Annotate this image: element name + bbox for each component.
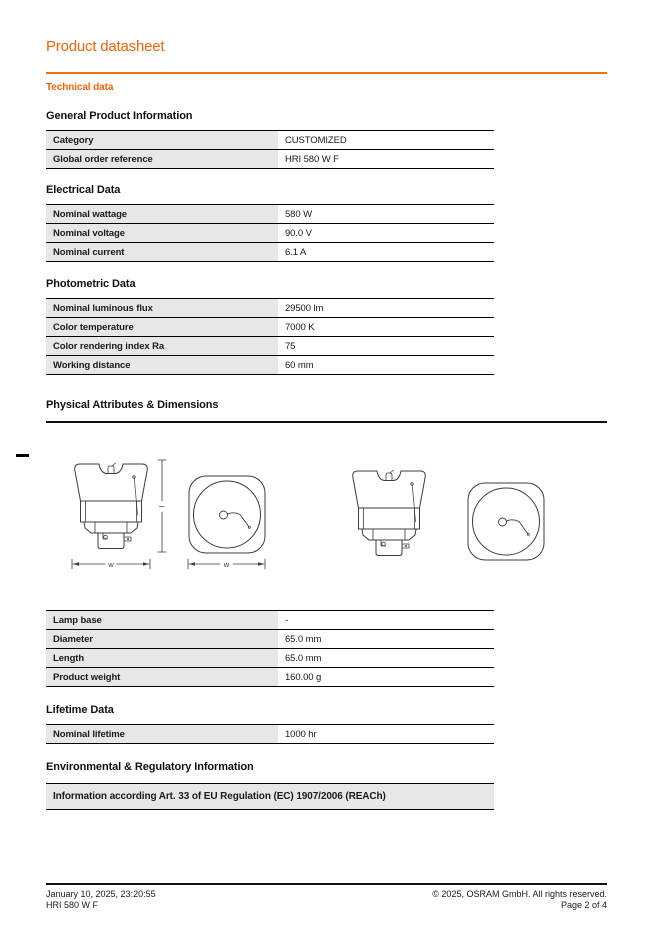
row-label: Diameter — [46, 630, 278, 649]
row-label: Length — [46, 649, 278, 668]
row-value: 65.0 mm — [278, 630, 494, 649]
table-row — [46, 356, 494, 375]
lamp-front-view-dimensioned-drawing — [189, 476, 265, 553]
footer-timestamp: January 10, 2025, 23:20:55 — [46, 888, 156, 899]
physical-section-divider — [46, 421, 607, 423]
footer-copyright: © 2025, OSRAM GmbH. All rights reserved. — [432, 888, 607, 899]
length-dimension-label: l — [157, 505, 167, 508]
row-value: - — [278, 611, 494, 630]
table-row — [46, 150, 494, 169]
section-physical — [46, 399, 607, 687]
table-row — [46, 205, 494, 224]
row-label: Global order reference — [46, 150, 278, 169]
section-lifetime — [46, 704, 607, 744]
footer-right — [432, 889, 607, 912]
row-label: Lamp base — [46, 611, 278, 630]
section-heading-electrical: Electrical Data — [46, 184, 121, 196]
section-general — [46, 110, 607, 169]
length-dimension-line — [158, 460, 167, 552]
footer-page-number: Page 2 of 4 — [560, 900, 607, 910]
section-heading-general: General Product Information — [46, 110, 193, 122]
section-heading-physical: Physical Attributes & Dimensions — [46, 399, 219, 411]
row-value: 160.00 g — [278, 668, 494, 687]
row-label: Working distance — [46, 356, 278, 375]
lamp-side-view-drawing — [353, 470, 426, 555]
page-footer — [46, 883, 607, 912]
table-row — [46, 131, 494, 150]
lamp-technical-drawings — [46, 455, 607, 583]
row-value: 60 mm — [278, 356, 494, 375]
general-table — [46, 130, 494, 169]
row-label: Category — [46, 131, 278, 150]
section-photometric — [46, 278, 607, 375]
table-row — [46, 224, 494, 243]
width-dimension-label: w — [223, 560, 230, 569]
width-dimension-line — [72, 559, 150, 569]
row-value: 29500 lm — [278, 299, 494, 318]
row-value: 580 W — [278, 205, 494, 224]
row-label: Nominal wattage — [46, 205, 278, 224]
lamp-side-view-dimensioned-drawing — [75, 463, 148, 548]
row-label: Nominal voltage — [46, 224, 278, 243]
row-label: Product weight — [46, 668, 278, 687]
table-row — [46, 299, 494, 318]
electrical-table — [46, 204, 494, 262]
section-environmental — [46, 761, 607, 810]
section-electrical — [46, 184, 607, 262]
section-heading-photometric: Photometric Data — [46, 278, 136, 290]
row-label: Nominal luminous flux — [46, 299, 278, 318]
table-row — [46, 337, 494, 356]
physical-table — [46, 610, 494, 687]
row-label: Color temperature — [46, 318, 278, 337]
section-heading-environmental: Environmental & Regulatory Information — [46, 761, 254, 773]
lifetime-table — [46, 724, 494, 744]
table-row — [46, 649, 494, 668]
reach-notice-bar — [46, 783, 494, 810]
table-row — [46, 668, 494, 687]
footer-divider — [46, 883, 607, 885]
footer-product-name: HRI 580 W F — [46, 900, 99, 910]
footer-left — [46, 889, 156, 912]
table-row — [46, 630, 494, 649]
table-row — [46, 243, 494, 262]
width-dimension-line-front — [188, 559, 265, 569]
row-value: 1000 hr — [278, 725, 494, 744]
page-content — [46, 0, 607, 810]
row-value: 90.0 V — [278, 224, 494, 243]
lamp-front-view-drawing — [468, 483, 544, 560]
row-value: 7000 K — [278, 318, 494, 337]
table-row — [46, 318, 494, 337]
table-row — [46, 725, 494, 744]
title-divider — [46, 72, 607, 74]
row-value: CUSTOMIZED — [278, 131, 494, 150]
page-title: Product datasheet — [46, 38, 165, 55]
row-value: 65.0 mm — [278, 649, 494, 668]
row-label: Color rendering index Ra — [46, 337, 278, 356]
table-row — [46, 611, 494, 630]
photometric-table — [46, 298, 494, 375]
row-value: HRI 580 W F — [278, 150, 494, 169]
section-heading-lifetime: Lifetime Data — [46, 704, 114, 716]
technical-data-label: Technical data — [46, 82, 114, 93]
row-value: 75 — [278, 337, 494, 356]
reach-notice-text: Information according Art. 33 of EU Regulation (EC) 1907/2006 (REACh) — [53, 791, 386, 802]
width-dimension-label: w — [108, 560, 114, 569]
crop-mark — [16, 454, 29, 457]
row-label: Nominal current — [46, 243, 278, 262]
row-label: Nominal lifetime — [46, 725, 278, 744]
row-value: 6.1 A — [278, 243, 494, 262]
